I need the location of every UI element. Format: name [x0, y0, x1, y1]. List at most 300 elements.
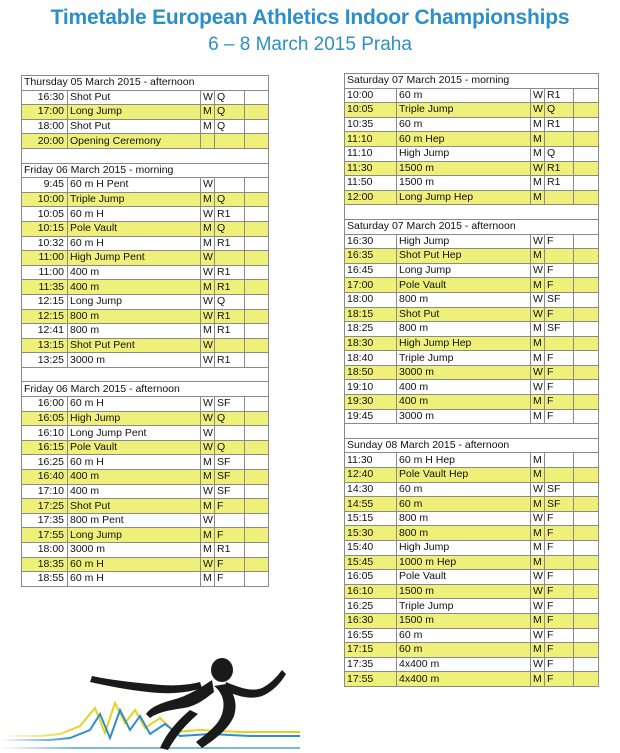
- table-row: [345, 249, 599, 264]
- event-name: 800 m: [68, 324, 201, 339]
- table-row: [345, 497, 599, 512]
- event-gender: W: [201, 309, 215, 324]
- empty-cell: [245, 192, 269, 207]
- event-time: 16:30: [345, 234, 397, 249]
- event-name: 400 m: [68, 280, 201, 295]
- table-row: [22, 221, 269, 236]
- event-time: 18:30: [345, 336, 397, 351]
- event-round: F: [545, 365, 574, 380]
- empty-cell: [245, 294, 269, 309]
- empty-cell: [574, 511, 599, 526]
- event-round: F: [545, 307, 574, 322]
- event-gender: M: [531, 453, 545, 468]
- table-row: [345, 146, 599, 161]
- event-round: R1: [215, 353, 245, 368]
- event-gender: W: [531, 292, 545, 307]
- empty-cell: [245, 543, 269, 558]
- page-subtitle: 6 – 8 March 2015 Praha: [208, 34, 412, 55]
- event-gender: W: [531, 482, 545, 497]
- event-name: High Jump: [397, 541, 531, 556]
- event-round: F: [545, 628, 574, 643]
- event-time: 10:00: [345, 88, 397, 103]
- event-round: F: [545, 672, 574, 687]
- table-row: [345, 570, 599, 585]
- event-gender: W: [201, 426, 215, 441]
- event-gender: W: [531, 570, 545, 585]
- empty-cell: [574, 132, 599, 147]
- event-gender: W: [201, 178, 215, 193]
- event-time: 16:05: [22, 411, 68, 426]
- table-row: [22, 236, 269, 251]
- event-name: 60 m: [397, 88, 531, 103]
- session-header: [345, 219, 599, 234]
- table-row: [345, 322, 599, 337]
- event-round: F: [545, 351, 574, 366]
- event-time: 17:00: [22, 105, 68, 120]
- event-gender: M: [531, 278, 545, 293]
- table-row: [345, 190, 599, 205]
- table-row: [345, 482, 599, 497]
- empty-cell: [245, 484, 269, 499]
- table-row: [345, 555, 599, 570]
- event-round: [215, 338, 245, 353]
- table-row: [22, 280, 269, 295]
- event-round: Q: [215, 440, 245, 455]
- empty-cell: [245, 557, 269, 572]
- empty-cell: [574, 482, 599, 497]
- event-name: Long Jump Hep: [397, 190, 531, 205]
- empty-cell: [574, 249, 599, 264]
- event-gender: M: [201, 543, 215, 558]
- session-title: Saturday 07 March 2015 - morning: [345, 74, 599, 89]
- event-time: 16:10: [22, 426, 68, 441]
- event-name: Pole Vault: [68, 440, 201, 455]
- table-row: [22, 353, 269, 368]
- empty-cell: [245, 280, 269, 295]
- event-round: [545, 132, 574, 147]
- event-gender: W: [201, 294, 215, 309]
- event-time: 11:10: [345, 146, 397, 161]
- event-name: Long Jump: [68, 294, 201, 309]
- event-name: 1500 m: [397, 613, 531, 628]
- event-round: R1: [215, 309, 245, 324]
- event-time: 17:00: [345, 278, 397, 293]
- event-gender: M: [531, 249, 545, 264]
- event-time: 18:00: [22, 119, 68, 134]
- empty-cell: [574, 365, 599, 380]
- sprinter-illustration: [0, 618, 300, 753]
- event-name: Pole Vault: [68, 221, 201, 236]
- event-round: F: [545, 263, 574, 278]
- event-time: 19:30: [345, 395, 397, 410]
- session-header: [345, 74, 599, 89]
- event-name: 3000 m: [68, 353, 201, 368]
- event-name: 400 m: [68, 470, 201, 485]
- table-row: [345, 88, 599, 103]
- event-time: 18:25: [345, 322, 397, 337]
- event-gender: W: [201, 207, 215, 222]
- empty-cell: [574, 584, 599, 599]
- session-title: Friday 06 March 2015 - morning: [22, 163, 269, 178]
- empty-cell: [574, 570, 599, 585]
- table-row: [22, 440, 269, 455]
- event-round: F: [215, 557, 245, 572]
- event-round: F: [545, 380, 574, 395]
- event-gender: M: [201, 528, 215, 543]
- event-gender: W: [201, 397, 215, 412]
- event-round: Q: [215, 411, 245, 426]
- empty-cell: [245, 528, 269, 543]
- event-name: Shot Put: [397, 307, 531, 322]
- event-time: 11:10: [345, 132, 397, 147]
- event-time: 18:00: [345, 292, 397, 307]
- event-gender: M: [201, 192, 215, 207]
- event-round: SF: [545, 482, 574, 497]
- event-round: F: [545, 395, 574, 410]
- empty-cell: [245, 324, 269, 339]
- event-name: 60 m: [397, 643, 531, 658]
- event-name: 60 m H: [68, 455, 201, 470]
- event-time: 20:00: [22, 134, 68, 149]
- event-gender: M: [531, 322, 545, 337]
- event-gender: W: [201, 411, 215, 426]
- event-name: High Jump Pent: [68, 251, 201, 266]
- table-row: [22, 90, 269, 105]
- event-time: 10:35: [345, 117, 397, 132]
- event-gender: M: [531, 613, 545, 628]
- event-round: R1: [215, 265, 245, 280]
- event-round: Q: [545, 146, 574, 161]
- event-name: 3000 m: [397, 409, 531, 424]
- empty-cell: [245, 397, 269, 412]
- event-time: 15:15: [345, 511, 397, 526]
- event-round: F: [215, 499, 245, 514]
- event-time: 10:00: [22, 192, 68, 207]
- event-name: Shot Put Pent: [68, 338, 201, 353]
- event-round: F: [545, 526, 574, 541]
- session-spacer: [345, 205, 599, 220]
- event-time: 12:40: [345, 468, 397, 483]
- event-name: 800 m: [397, 322, 531, 337]
- event-time: 12:00: [345, 190, 397, 205]
- event-round: Q: [215, 105, 245, 120]
- event-time: 11:00: [22, 265, 68, 280]
- empty-cell: [245, 251, 269, 266]
- empty-cell: [245, 470, 269, 485]
- event-gender: M: [201, 572, 215, 587]
- event-gender: M: [531, 117, 545, 132]
- session-spacer: [22, 367, 269, 382]
- session-title: Sunday 08 March 2015 - afternoon: [345, 438, 599, 453]
- table-row: [345, 292, 599, 307]
- event-round: R1: [215, 207, 245, 222]
- empty-cell: [574, 117, 599, 132]
- event-time: 18:15: [345, 307, 397, 322]
- event-name: 60 m: [397, 482, 531, 497]
- empty-cell: [245, 265, 269, 280]
- event-round: F: [545, 511, 574, 526]
- event-gender: M: [201, 280, 215, 295]
- event-time: 16:05: [345, 570, 397, 585]
- event-gender: W: [201, 557, 215, 572]
- event-gender: W: [201, 353, 215, 368]
- table-row: [345, 278, 599, 293]
- event-gender: M: [201, 499, 215, 514]
- event-round: [545, 468, 574, 483]
- event-round: [215, 426, 245, 441]
- event-gender: M: [531, 468, 545, 483]
- empty-cell: [574, 643, 599, 658]
- event-time: 17:35: [22, 513, 68, 528]
- empty-cell: [245, 309, 269, 324]
- table-row: [345, 511, 599, 526]
- event-time: 17:10: [22, 484, 68, 499]
- event-round: Q: [215, 192, 245, 207]
- table-row: [22, 309, 269, 324]
- table-row: [345, 263, 599, 278]
- table-row: [345, 161, 599, 176]
- session-header: [22, 382, 269, 397]
- event-round: Q: [215, 294, 245, 309]
- event-round: [545, 190, 574, 205]
- event-name: Shot Put: [68, 90, 201, 105]
- empty-cell: [574, 292, 599, 307]
- event-round: Q: [215, 221, 245, 236]
- session-title: Thursday 05 March 2015 - afternoon: [22, 76, 269, 91]
- empty-cell: [574, 453, 599, 468]
- event-round: F: [545, 599, 574, 614]
- session-spacer: [345, 424, 599, 439]
- event-name: 60 m: [397, 117, 531, 132]
- event-name: 400 m: [68, 265, 201, 280]
- event-name: Shot Put: [68, 119, 201, 134]
- event-time: 18:55: [22, 572, 68, 587]
- event-gender: W: [201, 90, 215, 105]
- table-row: [345, 599, 599, 614]
- event-round: R1: [215, 324, 245, 339]
- event-name: 4x400 m: [397, 657, 531, 672]
- event-gender: M: [201, 119, 215, 134]
- event-name: 60 m H: [68, 236, 201, 251]
- table-row: [22, 528, 269, 543]
- table-row: [345, 643, 599, 658]
- event-round: F: [545, 657, 574, 672]
- table-row: [345, 234, 599, 249]
- event-round: F: [545, 643, 574, 658]
- event-gender: W: [531, 307, 545, 322]
- event-name: 60 m Hep: [397, 132, 531, 147]
- event-time: 16:25: [345, 599, 397, 614]
- table-row: [345, 307, 599, 322]
- event-gender: M: [531, 672, 545, 687]
- event-time: 11:35: [22, 280, 68, 295]
- event-gender: W: [201, 484, 215, 499]
- event-gender: W: [201, 513, 215, 528]
- empty-cell: [574, 234, 599, 249]
- table-row: [22, 294, 269, 309]
- table-row: [345, 672, 599, 687]
- empty-cell: [574, 380, 599, 395]
- table-row: [345, 176, 599, 191]
- event-gender: M: [201, 324, 215, 339]
- empty-cell: [574, 263, 599, 278]
- event-name: 60 m H Hep: [397, 453, 531, 468]
- event-name: 60 m: [397, 628, 531, 643]
- table-row: [22, 251, 269, 266]
- empty-cell: [245, 455, 269, 470]
- table-row: [345, 541, 599, 556]
- event-round: SF: [545, 292, 574, 307]
- event-gender: M: [531, 409, 545, 424]
- event-round: SF: [545, 322, 574, 337]
- empty-cell: [245, 426, 269, 441]
- table-row: [345, 526, 599, 541]
- empty-cell: [245, 105, 269, 120]
- event-time: 15:40: [345, 541, 397, 556]
- empty-cell: [574, 395, 599, 410]
- event-time: 19:45: [345, 409, 397, 424]
- empty-cell: [574, 468, 599, 483]
- table-row: [345, 117, 599, 132]
- event-name: Shot Put: [68, 499, 201, 514]
- table-row: [345, 468, 599, 483]
- event-name: 400 m: [397, 395, 531, 410]
- empty-cell: [574, 599, 599, 614]
- event-time: 18:50: [345, 365, 397, 380]
- event-name: 400 m: [397, 380, 531, 395]
- table-row: [22, 557, 269, 572]
- event-name: Triple Jump: [397, 351, 531, 366]
- empty-cell: [245, 207, 269, 222]
- event-name: High Jump Hep: [397, 336, 531, 351]
- table-row: [22, 207, 269, 222]
- event-time: 16:40: [22, 470, 68, 485]
- event-gender: W: [201, 338, 215, 353]
- event-gender: M: [201, 470, 215, 485]
- empty-cell: [245, 338, 269, 353]
- event-name: Opening Ceremony: [68, 134, 201, 149]
- event-time: 11:00: [22, 251, 68, 266]
- event-round: R1: [545, 176, 574, 191]
- empty-cell: [574, 672, 599, 687]
- event-name: High Jump: [397, 146, 531, 161]
- empty-cell: [245, 221, 269, 236]
- event-name: Long Jump: [68, 105, 201, 120]
- table-row: [345, 453, 599, 468]
- event-gender: W: [531, 657, 545, 672]
- table-row: [22, 455, 269, 470]
- event-time: 16:35: [345, 249, 397, 264]
- table-row: [345, 657, 599, 672]
- event-round: R1: [545, 88, 574, 103]
- empty-cell: [245, 353, 269, 368]
- empty-cell: [245, 572, 269, 587]
- event-gender: [201, 134, 215, 149]
- event-name: Triple Jump: [68, 192, 201, 207]
- event-time: 16:15: [22, 440, 68, 455]
- event-time: 17:55: [22, 528, 68, 543]
- event-round: F: [545, 234, 574, 249]
- event-time: 16:30: [345, 613, 397, 628]
- event-name: High Jump: [68, 411, 201, 426]
- event-round: F: [215, 528, 245, 543]
- empty-cell: [245, 178, 269, 193]
- event-time: 16:45: [345, 263, 397, 278]
- event-time: 16:00: [22, 397, 68, 412]
- empty-cell: [574, 351, 599, 366]
- table-row: [22, 119, 269, 134]
- event-round: [545, 453, 574, 468]
- event-round: R1: [215, 236, 245, 251]
- event-name: 60 m: [397, 497, 531, 512]
- event-gender: W: [531, 584, 545, 599]
- event-name: Long Jump Pent: [68, 426, 201, 441]
- page-title: Timetable European Athletics Indoor Championships: [50, 6, 570, 29]
- table-row: [22, 572, 269, 587]
- empty-cell: [574, 555, 599, 570]
- table-row: [345, 584, 599, 599]
- event-round: R1: [545, 161, 574, 176]
- event-name: 3000 m: [397, 365, 531, 380]
- event-gender: M: [531, 146, 545, 161]
- event-time: 18:00: [22, 543, 68, 558]
- timetable-right: [344, 73, 599, 687]
- event-time: 19:10: [345, 380, 397, 395]
- event-round: [545, 555, 574, 570]
- event-name: Triple Jump: [397, 599, 531, 614]
- table-row: [22, 192, 269, 207]
- session-header: [22, 163, 269, 178]
- event-gender: W: [531, 263, 545, 278]
- event-round: F: [545, 409, 574, 424]
- event-gender: W: [531, 88, 545, 103]
- event-time: 14:30: [345, 482, 397, 497]
- event-name: 800 m: [68, 309, 201, 324]
- table-row: [345, 628, 599, 643]
- table-row: [345, 103, 599, 118]
- event-round: F: [215, 572, 245, 587]
- event-name: Long Jump: [397, 263, 531, 278]
- table-row: [345, 409, 599, 424]
- empty-cell: [245, 499, 269, 514]
- event-gender: M: [531, 541, 545, 556]
- empty-cell: [245, 90, 269, 105]
- empty-cell: [574, 176, 599, 191]
- event-round: Q: [215, 90, 245, 105]
- event-gender: M: [531, 132, 545, 147]
- empty-cell: [245, 411, 269, 426]
- session-title: Friday 06 March 2015 - afternoon: [22, 382, 269, 397]
- table-row: [22, 484, 269, 499]
- event-name: Shot Put Hep: [397, 249, 531, 264]
- event-round: R1: [215, 280, 245, 295]
- event-time: 17:55: [345, 672, 397, 687]
- event-gender: W: [201, 251, 215, 266]
- event-time: 11:30: [345, 161, 397, 176]
- empty-cell: [574, 336, 599, 351]
- event-round: R1: [215, 543, 245, 558]
- event-name: 60 m H: [68, 572, 201, 587]
- event-time: 10:05: [345, 103, 397, 118]
- event-gender: M: [531, 395, 545, 410]
- event-round: F: [545, 541, 574, 556]
- event-name: 60 m H: [68, 207, 201, 222]
- event-time: 13:25: [22, 353, 68, 368]
- event-name: Triple Jump: [397, 103, 531, 118]
- event-name: High Jump: [397, 234, 531, 249]
- event-round: F: [545, 613, 574, 628]
- table-row: [22, 426, 269, 441]
